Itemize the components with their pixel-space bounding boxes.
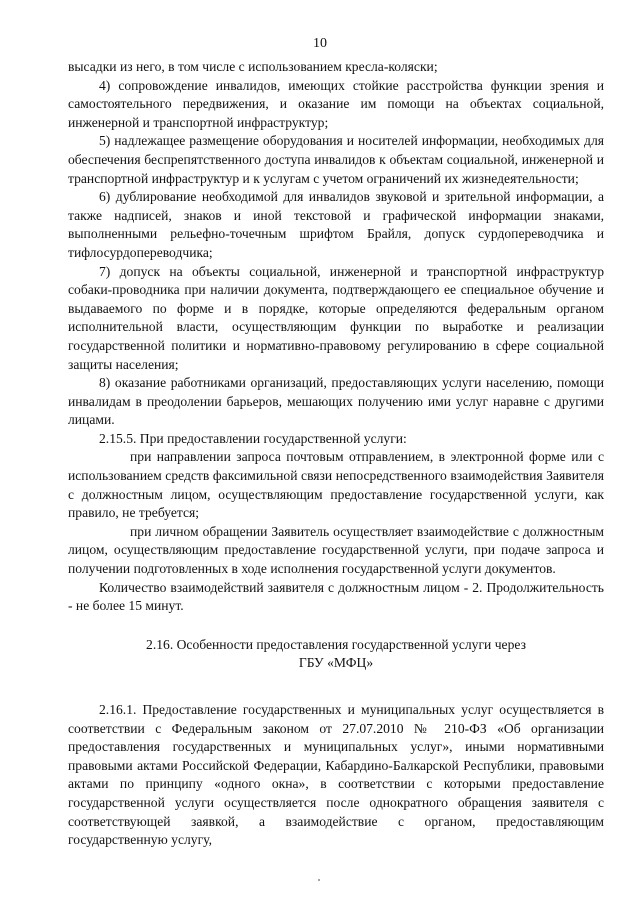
- paragraph-continuation: высадки из него, в том числе с использованием кресла-коляски;: [68, 59, 438, 74]
- paragraph-2-15-5: 2.15.5. При предоставлении государственной услуги:: [99, 430, 407, 446]
- paragraph-interaction-count: Количество взаимодействий заявителя с должностным лицом - 2. Продолжительность - не более 15 минут.: [68, 579, 604, 614]
- paragraph-item-4: 4) сопровождение инвалидов, имеющих стойкие расстройства функции зрения и самостоятельного передвижения, и оказание им помощи на объектах социальной, инженерной и транспортной инфраструктур;: [68, 77, 604, 130]
- paragraph-item-7: 7) допуск на объекты социальной, инженерной и транспортной инфраструктур собаки-проводника при наличии документа, подтверждающего ее специальное обучение и выдаваемого по форме и в порядке, которые определяются федеральным органом исполнительной власти, осуществляющим функции по выработке и реализации государственной политики и нормативно-правовому регулированию в сфере социальной защиты населения;: [68, 263, 604, 372]
- paragraph-postal-request: при направлении запроса почтовым отправлением, в электронной форме или с использованием средств факсимильной связи непосредственного взаимодействия Заявителя с должностным лицом, осуществляющим предоставление государственной услуги, как правило, не требуется;: [68, 449, 604, 521]
- paragraph-item-8: 8) оказание работниками организаций, предоставляющих услуги населению, помощи инвалидам в преодолении барьеров, мешающих получению ими услуг наравне с другими лицами.: [68, 375, 604, 428]
- section-title: [68, 636, 604, 673]
- page-number: 10: [313, 36, 327, 51]
- paragraph-item-6: 6) дублирование необходимой для инвалидов звуковой и зрительной информации, а также надписей, знаков и иной текстовой и графической информации знаками, выполненными рельефно-точечным шрифтом Брайля, допуск сурдопереводчика и тифлосурдопереводчика;: [68, 189, 604, 260]
- paragraph-2-16-1: 2.16.1. Предоставление государственных и муниципальных услуг осуществляется в соответствии с Федеральным законом от 27.07.2010 № 210-ФЗ «Об организации предоставления государственных и муниципальных услуг», иными нормативными правовыми актами Российской Федерации, Кабардино-Балкарской Республики, правовыми актами по принципу «одного окна», в соответствии с которыми предоставление государственной услуги осуществляется после однократного обращения заявителя с соответствующей заявкой, а взаимодействие с органом, предоставляющим государственную услугу,: [68, 702, 604, 848]
- document-body: [68, 58, 604, 850]
- paragraph-item-5: 5) надлежащее размещение оборудования и носителей информации, необходимых для обеспечения беспрепятственного доступа инвалидов к объектам социальной, инженерной и транспортной инфраструктур и к услугам с учетом ограничений их жизнедеятельности;: [68, 133, 604, 186]
- section-title-line-1: 2.16. Особенности предоставления государственной услуги через: [146, 636, 526, 652]
- scan-speck: [318, 879, 320, 881]
- section-title-line-2: ГБУ «МФЦ»: [298, 655, 374, 671]
- paragraph-personal-request: при личном обращении Заявитель осуществляет взаимодействие с должностным лицом, осуществляющим предоставление государственной услуги, при подаче запроса и получении подготовленных в ходе исполнения государственной услуги документов.: [68, 523, 604, 577]
